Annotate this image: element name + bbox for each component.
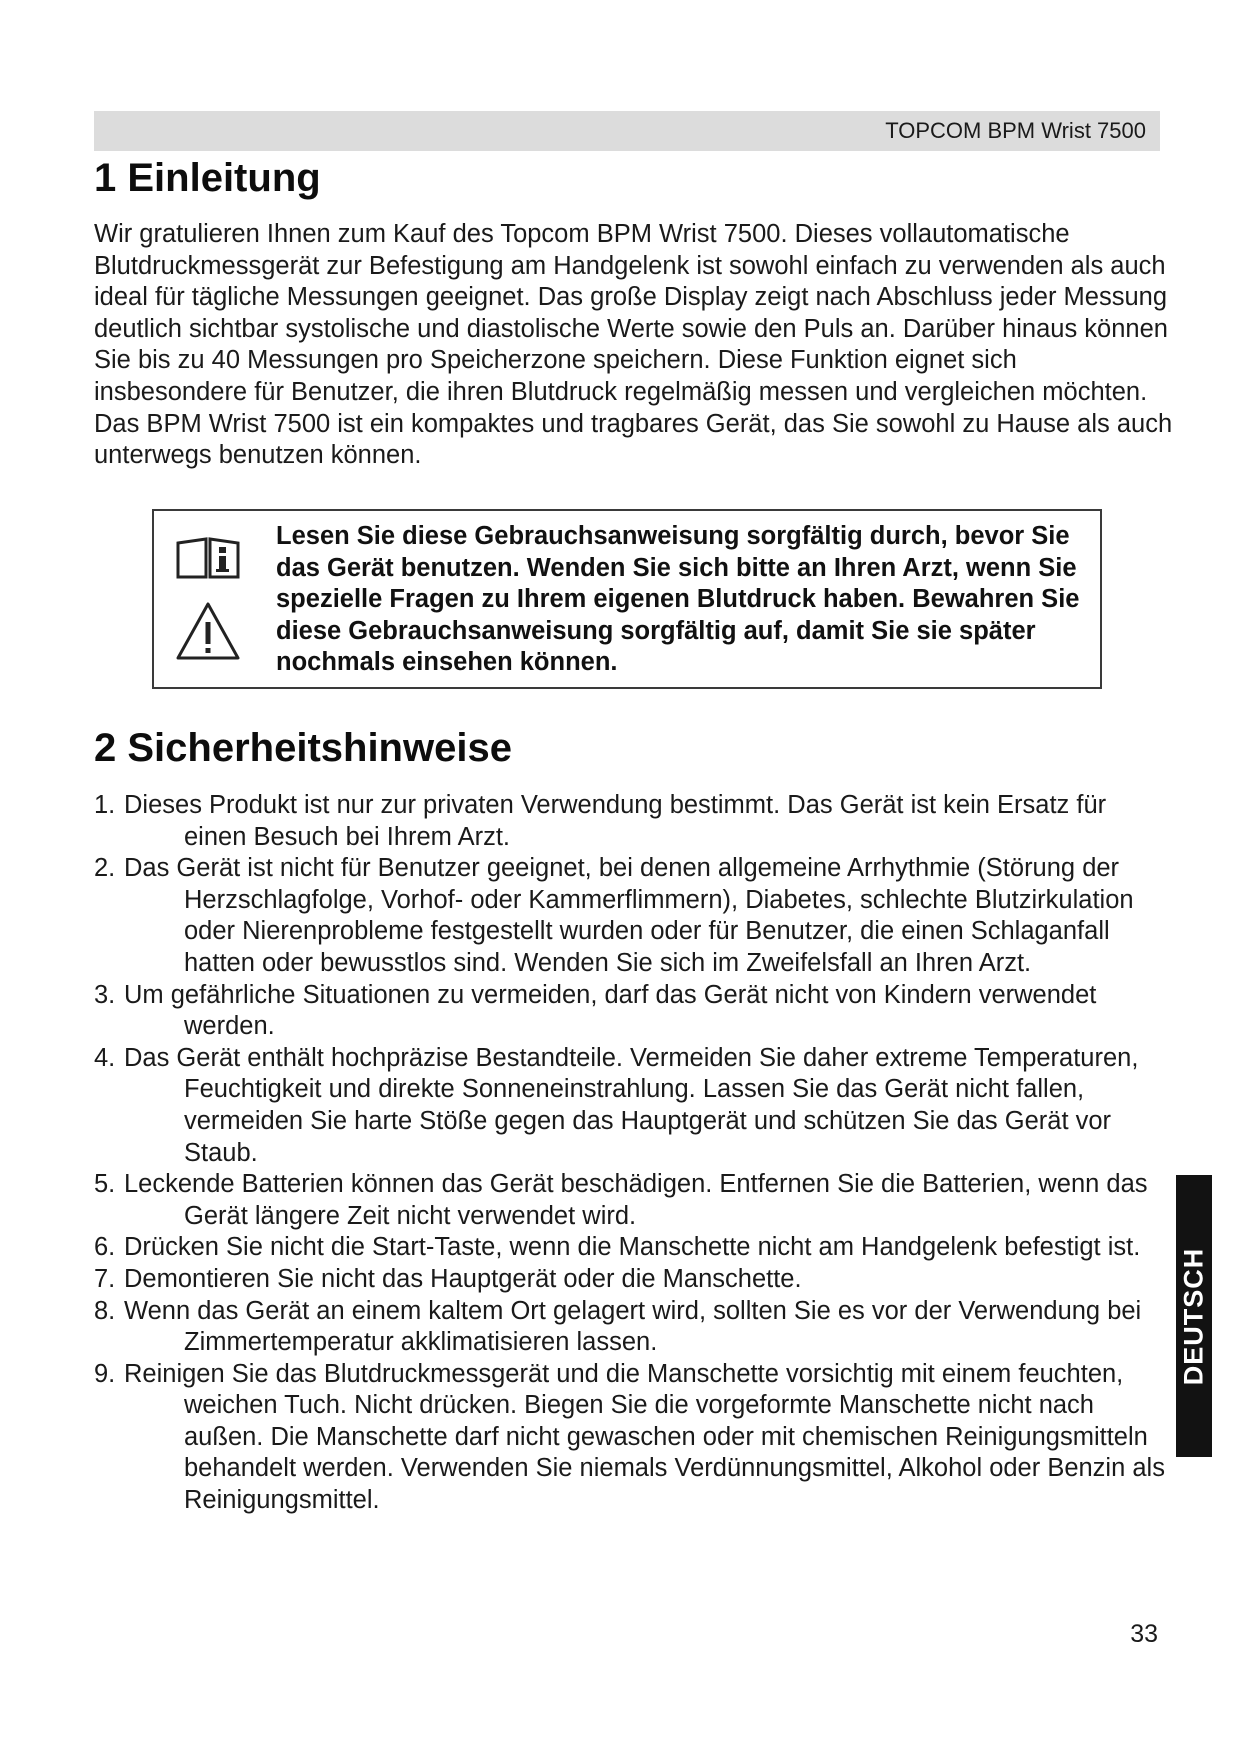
section-heading-intro: 1 Einleitung: [94, 156, 321, 200]
list-item: 5. Leckende Batterien können das Gerät beschädigen. Entfernen Sie die Batterien, wenn das Gerät längere Zeit nicht verwendet wird.: [94, 1170, 1148, 1230]
notice-text: Lesen Sie diese Gebrauchsanweisung sorgfältig durch, bevor Sie das Gerät benutzen. Wenden Sie sich bitte an Ihren Arzt, wenn Sie spezielle Fragen zu Ihrem eigenen Blutdruck haben. Bewahren Sie diese Gebrauchsanweisung sorgfältig auf, damit Sie sie später nochmals einsehen können.: [276, 522, 1080, 676]
list-item: 9. Reinigen Sie das Blutdruckmessgerät und die Manschette vorsichtig mit einem feuchten, weichen Tuch. Nicht drücken. Biegen Sie die vorgeformte Manschette nicht nach außen. Die Manschette darf nicht gewaschen oder mit chemischen Reinigungsmitteln behandelt werden. Verwenden Sie niemals Verdünnungsmittel, Alkohol oder Benzin als Reinigungsmittel.: [94, 1359, 1165, 1515]
list-item: 4. Das Gerät enthält hochpräzise Bestandteile. Vermeiden Sie daher extreme Temperaturen, Feuchtigkeit und direkte Sonneneinstrahlung. Lassen Sie das Gerät nicht fallen, vermeiden Sie harte Stöße gegen das Hauptgerät und schützen Sie das Gerät vor Staub.: [94, 1043, 1139, 1167]
list-item: 3. Um gefährliche Situationen zu vermeiden, darf das Gerät nicht von Kindern verwendet werden.: [94, 980, 1097, 1041]
header-bar: [94, 111, 1160, 151]
language-tab-label: DEUTSCH: [1178, 1247, 1209, 1385]
language-tab: [1176, 1175, 1212, 1457]
safety-list: [94, 790, 1169, 1517]
warning-triangle-icon: [174, 600, 242, 662]
header-product-name: TOPCOM BPM Wrist 7500: [885, 118, 1146, 143]
list-item: 1. Dieses Produkt ist nur zur privaten Verwendung bestimmt. Das Gerät ist kein Ersatz für einen Besuch bei Ihrem Arzt.: [94, 791, 1107, 851]
page-number: 33: [1130, 1620, 1158, 1648]
notice-icons: [174, 533, 244, 667]
list-item: 2. Das Gerät ist nicht für Benutzer geeignet, bei denen allgemeine Arrhythmie (Störung der Herzschlagfolge, Vorhof- oder Kammerflimmern), Diabetes, schlechte Blutzirkulation oder Nierenprobleme festgestellt wurden oder für Benutzer, die einen Schlaganfall hatten oder bewusstlos sind. Wenden Sie sich im Zweifelsfall an Ihren Arzt.: [94, 854, 1134, 977]
intro-paragraph: Wir gratulieren Ihnen zum Kauf des Topcom BPM Wrist 7500. Dieses vollautomatische Blutdruckmessgerät zur Befestigung am Handgelenk ist sowohl einfach zu verwenden als auch ideal für tägliche Messungen geeignet. Das große Display zeigt nach Abschluss jeder Messung deutlich sichtbar systolische und diastolische Werte sowie den Puls an. Darüber hinaus können Sie bis zu 40 Messungen pro Speicherzone speichern. Diese Funktion eignet sich insbesondere für Benutzer, die ihren Blutdruck regelmäßig messen und vergleichen möchten. Das BPM Wrist 7500 ist ein kompaktes und tragbares Gerät, das Sie sowohl zu Hause als auch unterwegs benutzen können.: [94, 220, 1173, 470]
list-item: 6. Drücken Sie nicht die Start-Taste, wenn die Manschette nicht am Handgelenk befestigt ist.: [94, 1233, 1141, 1262]
section-heading-safety: 2 Sicherheitshinweise: [94, 726, 512, 770]
manual-info-icon: [174, 533, 242, 581]
list-item: 7. Demontieren Sie nicht das Hauptgerät oder die Manschette.: [94, 1264, 802, 1293]
list-item: 8. Wenn das Gerät an einem kaltem Ort gelagert wird, sollten Sie es vor der Verwendung bei Zimmertemperatur akklimatisieren lassen.: [94, 1296, 1142, 1357]
notice-box: [152, 509, 1102, 689]
